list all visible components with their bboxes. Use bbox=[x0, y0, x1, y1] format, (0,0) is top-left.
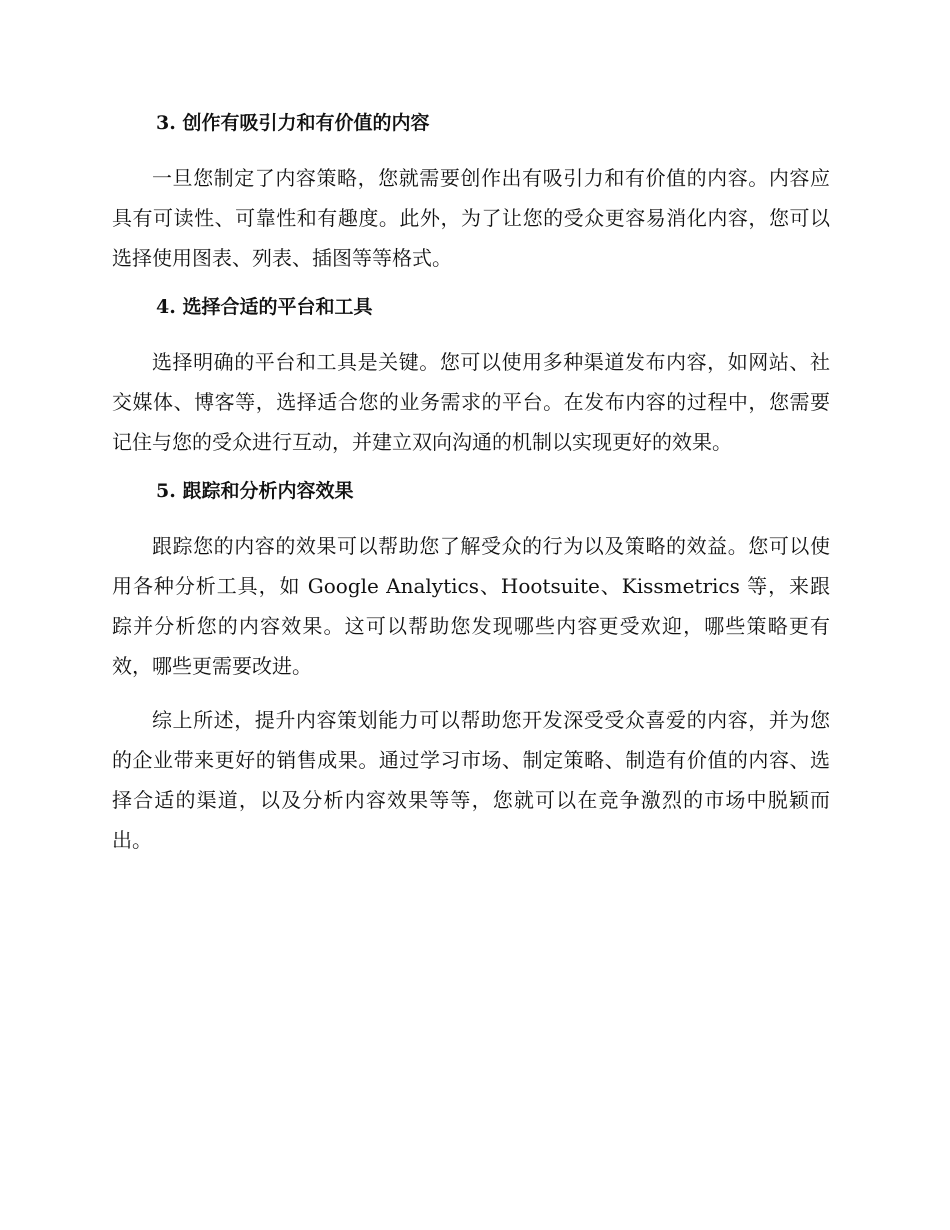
section-heading-5: 5. 跟踪和分析内容效果 bbox=[156, 480, 354, 502]
document-page bbox=[112, 108, 830, 860]
section-heading-4: 4. 选择合适的平台和工具 bbox=[156, 296, 373, 318]
conclusion-paragraph: 综上所述，提升内容策划能力可以帮助您开发深受受众喜爱的内容，并为您的企业带来更好的销售成果。通过学习市场、制定策略、制造有价值的内容、选择合适的渠道，以及分析内容效果等等，您就可以在竞争激烈的市场中脱颖而出。 bbox=[112, 708, 830, 852]
section-body-4: 选择明确的平台和工具是关键。您可以使用多种渠道发布内容，如网站、社交媒体、博客等，选择适合您的业务需求的平台。在发布内容的过程中，您需要记住与您的受众进行互动，并建立双向沟通的机制以实现更好的效果。 bbox=[112, 350, 830, 454]
section-heading-3: 3. 创作有吸引力和有价值的内容 bbox=[156, 112, 430, 134]
section-body-5: 跟踪您的内容的效果可以帮助您了解受众的行为以及策略的效益。您可以使用各种分析工具，如 Google Analytics、Hootsuite、Kissmetrics 等，来跟踪并分析您的内容效果。这可以帮助您发现哪些内容更受欢迎，哪些策略更有效，哪些更需要改进。 bbox=[112, 534, 830, 678]
section-body-3: 一旦您制定了内容策略，您就需要创作出有吸引力和有价值的内容。内容应具有可读性、可靠性和有趣度。此外，为了让您的受众更容易消化内容，您可以选择使用图表、列表、插图等等格式。 bbox=[112, 166, 830, 270]
